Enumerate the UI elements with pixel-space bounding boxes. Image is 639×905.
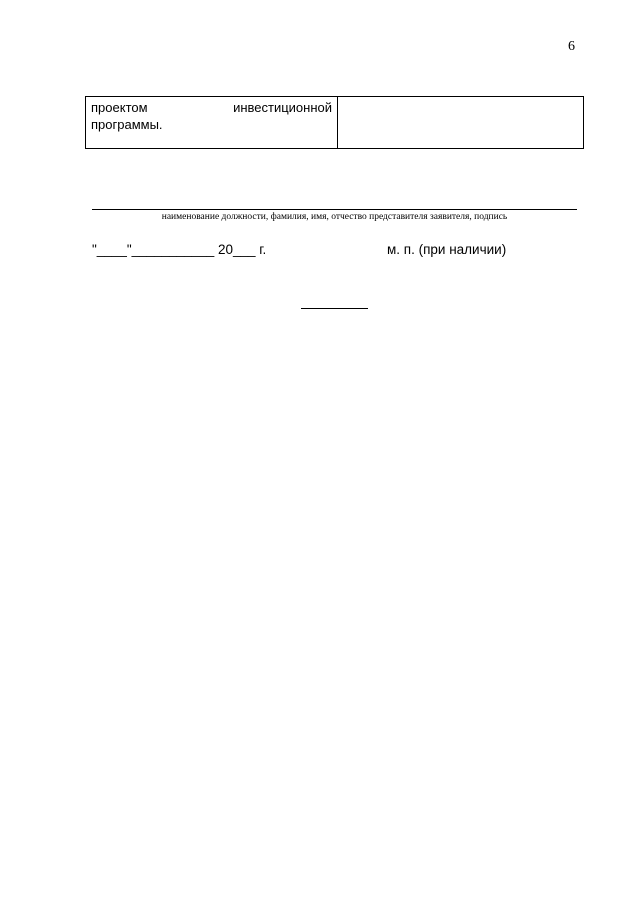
cell-word-investment: инвестиционной [233, 100, 332, 115]
cell-text-line-2: программы. [91, 117, 163, 132]
seal-note: м. п. (при наличии) [387, 242, 507, 257]
signature-caption: наименование должности, фамилия, имя, отчество представителя заявителя, подпись [161, 212, 508, 222]
table-cell-description [86, 97, 338, 149]
page-number: 6 [568, 39, 575, 54]
date-field: "____"___________ 20___ г. [92, 242, 267, 257]
continued-table [85, 96, 584, 149]
table-row [86, 97, 584, 149]
table-cell-value [338, 97, 584, 149]
cell-word-project: проектом [91, 100, 148, 115]
cell-text-line-1 [91, 99, 332, 116]
cell-text [86, 97, 337, 133]
end-of-document-rule [301, 308, 368, 309]
signature-line [92, 209, 577, 210]
